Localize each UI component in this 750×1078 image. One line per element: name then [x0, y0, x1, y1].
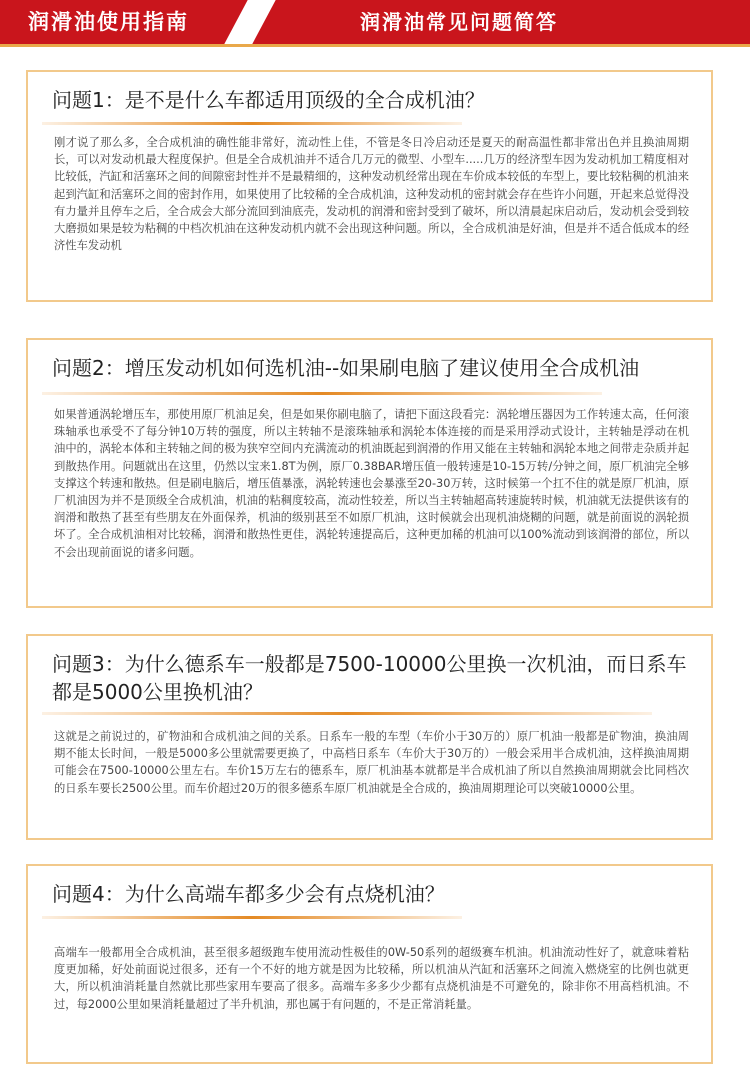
header-left-title: 润滑油使用指南 [28, 10, 189, 34]
faq-divider-4 [42, 916, 462, 919]
faq-answer-4: 高端车一般都用全合成机油，甚至很多超级跑车使用流动性极佳的0W-50系列的超级赛车机油。机油流动性好了，就意味着粘度更加稀，好处前面说过很多，还有一个不好的地方就是因为比较稀，所以机油从汽缸和活塞环之间流入燃烧室的比例也就更大，所以机油消耗量自然就比那些家用车要高了很多。高端车多多少少都有点烧机油是不可避免的，除非你不用高档机油。不过，每2000公里如果消耗量超过了半升机油，那也属于有问题的，不是正常消耗量。 [54, 946, 689, 1011]
faq-card-2 [26, 338, 713, 608]
header-right-title: 润滑油常见问题简答 [360, 10, 558, 34]
faq-question-3: 问题3：为什么德系车一般都是7500-10000公里换一次机油，而日系车都是5000公里换机油？ [52, 652, 687, 704]
faq-answer-2: 如果普通涡轮增压车，那使用原厂机油足矣，但是如果你刷电脑了，请把下面这段看完：涡轮增压器因为工作转速太高，任何滚珠轴承也承受不了每分钟10万转的强度，所以主转轴不是滚珠轴承和涡轮本体连接的而是采用浮动式设计，主转轴是浮动在机油中的，涡轮本体和主转轴之间的极为狭窄空间内充满流动的机油既起到润滑的作用又能在主转轴和涡轮本地之间带走杂质并起到散热作用。问题就出在这里，仍然以宝来1.8T为例，原厂0.38BAR增压值一般转速是10-15万转/分钟之间，原厂机油完全够支撑这个转速和散热。但是刷电脑后，增压值暴涨，涡轮转速也会暴涨至20-30万转，这时候第一个扛不住的就是原厂机油，原厂机油因为并不是顶级全合成机油，机油的粘稠度较高，流动性较差，所以当主转轴超高转速旋转时候，机油就无法提供该有的润滑和散热了甚至有些朋友在外面保养，机油的级别甚至不如原厂机油，这时候就会出现机油烧糊的问题，就是前面说的涡轮损坏了。全合成机油相对比较稀，润滑和散热性更佳，涡轮转速提高后，这种更加稀的机油可以100%流动到该润滑的部位，所以不会出现前面说的诸多问题。 [54, 408, 689, 559]
faq-question-2: 问题2：增压发动机如何选机油--如果刷电脑了建议使用全合成机油 [52, 356, 640, 380]
faq-question-1: 问题1：是不是什么车都适用顶级的全合成机油？ [52, 88, 485, 112]
faq-question-4: 问题4：为什么高端车都多少会有点烧机油？ [52, 882, 445, 906]
header-banner [0, 0, 750, 44]
header-underline [0, 44, 750, 47]
faq-divider-1 [42, 122, 462, 125]
header-divider [224, 0, 275, 44]
faq-answer-1: 刚才说了那么多，全合成机油的确性能非常好，流动性上佳，不管是冬日冷启动还是夏天的耐高温性都非常出色并且换油周期长，可以对发动机最大程度保护。但是全合成机油并不适合几万元的微型、小型车.....几万的经济型车因为发动机加工精度相对比较低，汽缸和活塞环之间的间隙密封性并不是最精细的，这种发动机经常出现在车价成本较低的车型上，要比较粘稠的机油来起到汽缸和活塞环之间的密封作用，如果使用了比较稀的全合成机油，这种发动机的密封就会存在些许小问题，开起来总觉得没有力量并且停车之后，全合成会大部分流回到油底壳，发动机的润滑和密封受到了破坏，所以清晨起床启动后，发动机会受到较大磨损如果是较为粘稠的中档次机油在这种发动机内就不会出现这种问题。所以，全合成机油是好油，但是并不适合低成本的经济性车发动机 [54, 136, 689, 253]
faq-answer-3: 这就是之前说过的，矿物油和合成机油之间的关系。日系车一般的车型（车价小于30万的）原厂机油一般都是矿物油，换油周期不能太长时间，一般是5000多公里就需要更换了，中高档日系车（车价大于30万的）一般会采用半合成机油，这样换油周期可能会在7500-10000公里左右。车价15万左右的德系车，原厂机油基本就都是半合成机油了所以自然换油周期就会比同档次的日系车要长2500公里。而车价超过20万的很多德系车原厂机油就是全合成的，换油周期理论可以突破10000公里。 [54, 730, 689, 795]
faq-card-1 [26, 70, 713, 302]
faq-divider-2 [42, 392, 602, 395]
faq-divider-3 [42, 712, 652, 715]
faq-card-4 [26, 864, 713, 1064]
faq-card-3 [26, 634, 713, 840]
